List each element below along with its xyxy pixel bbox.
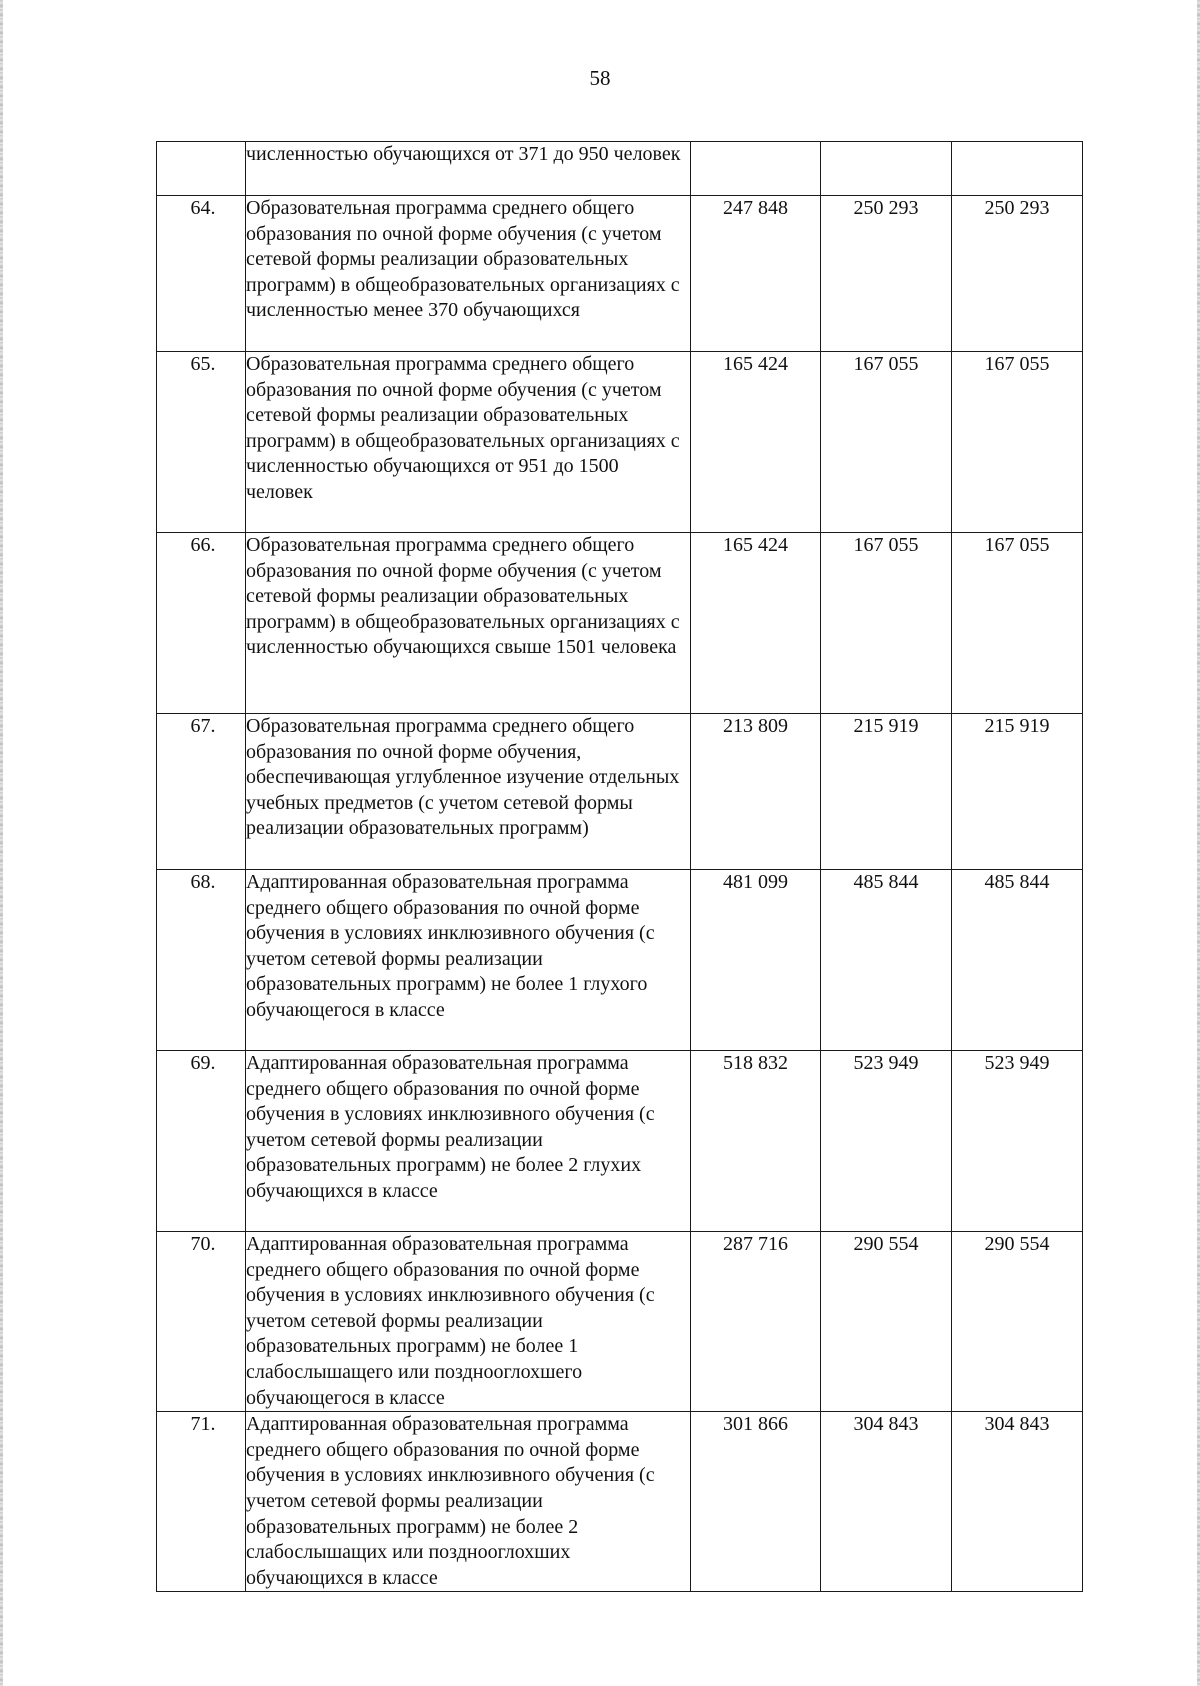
value-cell-2 <box>821 1412 952 1592</box>
value-cell-1 <box>691 714 821 870</box>
value-2: 167 055 <box>853 534 919 556</box>
value-3: 485 844 <box>984 871 1050 893</box>
row-number-cell <box>157 1412 246 1592</box>
value-cell-2 <box>821 142 952 196</box>
row-number-cell <box>157 196 246 352</box>
table-row <box>157 1412 1083 1592</box>
value-2: 250 293 <box>853 197 919 219</box>
value-cell-3 <box>952 1051 1083 1232</box>
row-number-cell <box>157 870 246 1051</box>
value-cell-3 <box>952 1232 1083 1412</box>
program-name-cell <box>246 870 691 1051</box>
value-1: 165 424 <box>723 534 788 556</box>
row-number: 70. <box>190 1233 216 1255</box>
value-cell-1 <box>691 1412 821 1592</box>
value-cell-1 <box>691 352 821 533</box>
program-name-cell <box>246 1412 691 1592</box>
value-cell-3 <box>952 196 1083 352</box>
program-name: Образовательная программа среднего общего образования по очной форме обучения, обеспечивающая углубленное изучение отдельных учебных предметов (с учетом сетевой формы реализации образовательных программ) <box>246 715 680 840</box>
program-name-cell <box>246 1232 691 1412</box>
program-name: Образовательная программа среднего общего образования по очной форме обучения (с учетом сетевой формы реализации образовательных программ) в общеобразовательных организациях с численностью обучающихся от 951 до 1500 человек <box>246 353 680 503</box>
value-cell-3 <box>952 352 1083 533</box>
table-row <box>157 870 1083 1051</box>
value-1: 213 809 <box>723 715 788 737</box>
row-number: 64. <box>190 197 216 219</box>
value-cell-1 <box>691 1232 821 1412</box>
program-name-cell <box>246 714 691 870</box>
row-number-cell <box>157 1232 246 1412</box>
value-cell-1 <box>691 533 821 714</box>
row-number-cell <box>157 1051 246 1232</box>
tariff-table <box>156 141 1083 1592</box>
row-number-cell <box>157 533 246 714</box>
row-number: 71. <box>190 1413 216 1436</box>
value-1: 165 424 <box>723 353 788 375</box>
value-2: 215 919 <box>853 715 919 737</box>
value-cell-1 <box>691 870 821 1051</box>
value-1: 301 866 <box>723 1413 788 1436</box>
program-name: Адаптированная образовательная программа среднего общего образования по очной форме обучения в условиях инклюзивного обучения (с учетом сетевой формы реализации образовательных программ) не более 2 слабослышащих или позднооглохших обучающихся в классе <box>246 1413 655 1589</box>
value-3: 290 554 <box>984 1233 1050 1255</box>
value-cell-2 <box>821 870 952 1051</box>
row-number-cell <box>157 142 246 196</box>
program-name: Образовательная программа среднего общего образования по очной форме обучения (с учетом сетевой формы реализации образовательных программ) в общеобразовательных организациях с численностью обучающихся свыше 1501 человека <box>246 534 680 659</box>
value-cell-2 <box>821 1232 952 1412</box>
program-name-cell <box>246 533 691 714</box>
table-row <box>157 352 1083 533</box>
row-number-cell <box>157 714 246 870</box>
row-number: 68. <box>190 871 216 893</box>
program-name: Адаптированная образовательная программа среднего общего образования по очной форме обучения в условиях инклюзивного обучения (с учетом сетевой формы реализации образовательных программ) не более 2 глухих обучающихся в классе <box>246 1052 655 1202</box>
value-cell-2 <box>821 533 952 714</box>
value-2: 290 554 <box>853 1233 919 1255</box>
row-number: 65. <box>190 353 216 375</box>
value-cell-3 <box>952 870 1083 1051</box>
value-cell-3 <box>952 533 1083 714</box>
value-3: 304 843 <box>984 1413 1050 1436</box>
value-1: 518 832 <box>723 1052 788 1074</box>
value-cell-3 <box>952 714 1083 870</box>
row-number: 69. <box>190 1052 216 1074</box>
value-2: 523 949 <box>853 1052 919 1074</box>
value-cell-1 <box>691 1051 821 1232</box>
program-name-cell <box>246 352 691 533</box>
value-3: 167 055 <box>984 534 1050 556</box>
value-cell-1 <box>691 142 821 196</box>
value-1: 287 716 <box>723 1233 788 1255</box>
value-2: 167 055 <box>853 353 919 375</box>
value-cell-3 <box>952 142 1083 196</box>
program-name: Адаптированная образовательная программа среднего общего образования по очной форме обучения в условиях инклюзивного обучения (с учетом сетевой формы реализации образовательных программ) не более 1 глухого обучающегося в классе <box>246 871 655 1021</box>
program-name-cell <box>246 1051 691 1232</box>
value-cell-3 <box>952 1412 1083 1592</box>
value-3: 250 293 <box>984 197 1050 219</box>
program-name: численностью обучающихся от 371 до 950 человек <box>246 143 681 165</box>
table-row <box>157 1232 1083 1412</box>
value-cell-2 <box>821 714 952 870</box>
program-name: Адаптированная образовательная программа среднего общего образования по очной форме обучения в условиях инклюзивного обучения (с учетом сетевой формы реализации образовательных программ) не более 1 слабослышащего или позднооглохшего обучающегося в классе <box>246 1233 655 1409</box>
table-row <box>157 142 1083 196</box>
table-row <box>157 533 1083 714</box>
value-1: 481 099 <box>723 871 788 893</box>
row-number-cell <box>157 352 246 533</box>
value-3: 215 919 <box>984 715 1050 737</box>
row-number: 67. <box>190 715 216 737</box>
value-1: 247 848 <box>723 197 788 219</box>
table-row <box>157 1051 1083 1232</box>
value-3: 523 949 <box>984 1052 1050 1074</box>
value-3: 167 055 <box>984 353 1050 375</box>
table-row <box>157 714 1083 870</box>
row-number: 66. <box>190 534 216 556</box>
value-cell-2 <box>821 1051 952 1232</box>
value-2: 485 844 <box>853 871 919 893</box>
value-cell-2 <box>821 352 952 533</box>
value-cell-2 <box>821 196 952 352</box>
program-name-cell <box>246 142 691 196</box>
value-2: 304 843 <box>853 1413 919 1436</box>
page-number: 58 <box>589 66 611 90</box>
table-row <box>157 196 1083 352</box>
program-name-cell <box>246 196 691 352</box>
value-cell-1 <box>691 196 821 352</box>
scan-edge-left <box>0 0 3 1686</box>
program-name: Образовательная программа среднего общего образования по очной форме обучения (с учетом сетевой формы реализации образовательных программ) в общеобразовательных организациях с численностью менее 370 обучающихся <box>246 197 680 322</box>
